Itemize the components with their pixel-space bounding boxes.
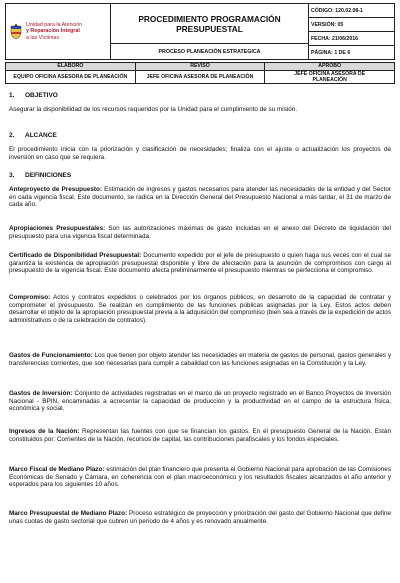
definition-term: Apropiaciones Presupuestales: xyxy=(9,225,106,232)
definition-text: Proceso estratégico de proyección y priorización del gasto del Gobierno Nacional que define unas cuotas de gasto sectorial que cubren un periodo de 4 años y es renovado anualmente. xyxy=(9,510,391,525)
definition-text: Actos y contratos expedidos o celebrados por los órganos públicos, en desarrollo de la capacidad de contratar y comprometer el presupuesto. Se realizan en cumplimiento de las funciones públicas asignadas por la Ley. Estos actos deben desarrollar el objeto de la apropiación presupuestal previa a la adquisición del compromiso (bien sea a través de la expedición de actos administrativos o de la celebración de contratos). xyxy=(9,294,391,325)
definition-gastos-inversion xyxy=(9,390,391,413)
definition-text: Los que tienen por objeto atender las necesidades en materia de gastos de personal, gastos generales y transferencias corrientes, que son necesarias para cumplir a cabalidad con las funciones asignadas en la Constitución y la Ley. xyxy=(9,352,391,367)
logo-text xyxy=(26,22,82,41)
definition-term: Marco Fiscal de Mediano Plazo: xyxy=(9,466,105,473)
definition-marco-fiscal xyxy=(9,466,391,489)
definition-marco-presupuestal xyxy=(9,510,391,525)
section-title: OBJETIVO xyxy=(25,92,58,99)
logo-text-line-1: Unidad para la Atención xyxy=(26,22,83,29)
definition-compromiso xyxy=(9,294,391,325)
approval-header-row xyxy=(6,63,394,70)
section-title: DEFINICIONES xyxy=(25,172,72,179)
definition-text: estimación del plan financiero que presenta el Gobierno Nacional para aprobación de las Comisiones Económicas de Senado y Cámara, en coherencia con el plan macroeconómico y los resultados fiscales alcanzados el año anterior y esperados para los siguientes 10 años. xyxy=(9,466,391,489)
coat-of-arms-icon xyxy=(9,24,23,40)
process-name: PROCESO PLANEACIÓN ESTRATEGICA xyxy=(158,48,261,55)
section-number: 3. xyxy=(9,172,15,179)
document-metadata xyxy=(309,4,394,59)
fecha-field: FECHA: 21/06/2016 xyxy=(309,32,394,46)
definition-term: Ingresos de la Nación: xyxy=(9,428,80,435)
approval-table xyxy=(5,62,395,84)
reviso-header: REVISO xyxy=(135,63,265,70)
pagina-field: PÁGINA: 1 DE 6 xyxy=(311,49,351,56)
title-line-1: PROCEDIMIENTO PROGRAMACIÓN xyxy=(138,13,281,24)
definition-text: Representan las fuentes con que se financian los gastos. En el presupuesto General de la Nación. Están constituidos por: Corrientes de la Nación, recursos de capital, las contribuciones parafiscales y los fondos especiales. xyxy=(9,428,391,443)
definition-text: Conjunto de actividades registradas en el marco de un proyecto registrado en el Banco Proyectos de Inversión Nacional - BPIN, encaminadas a acrecentar la capacidad de producción y la productividad en el campo de la estructura física, económica y social. xyxy=(9,390,391,413)
header-title-area xyxy=(111,4,309,59)
logo-area xyxy=(6,4,111,59)
codigo-field: CÓDIGO: 120.02.08-1 xyxy=(309,4,394,18)
objetivo-text: Asegurar la disponibilidad de los recursos requeridos por la Unidad para el cumplimiento de su misión. xyxy=(9,106,298,113)
alcance-text: El procedimiento inicia con la priorización y clasificación de necesidades; finaliza con el ajuste o actualización los proyectos de inversión en caso que se requiera. xyxy=(9,146,391,161)
logo-text-line-2: y Reparación Integral xyxy=(26,28,80,35)
definition-term: Anteproyecto de Presupuesto: xyxy=(9,186,103,193)
document-title xyxy=(111,4,308,44)
section-heading-objetivo xyxy=(9,92,58,99)
definition-term: Marco Presupuestal de Mediano Plazo: xyxy=(9,510,128,517)
definition-ingresos-nacion xyxy=(9,428,391,443)
section-heading-definiciones xyxy=(9,172,71,179)
aprobo-value xyxy=(264,71,394,83)
definition-text: Estimación de ingresos y gastos necesarios para atender las necesidades de la entidad y del Sector en cada vigencia fiscal. Este documento, se radica en la Dirección General del Presupuesto Nacional a más tardar, el 31 de marzo de cada año. xyxy=(9,186,391,209)
definition-cdp xyxy=(9,252,391,275)
definition-text: Son las autorizaciones máximas de gasto incluidas en el anexo del Decreto de liquidación del presupuesto para una vigencia fiscal determinada. xyxy=(9,225,391,240)
definition-gastos-funcionamiento xyxy=(9,352,391,367)
definition-term: Certificado de Disponibilidad Presupuestal: xyxy=(9,252,142,259)
approval-value-row xyxy=(6,70,394,83)
aprobo-value-text: JEFE OFICINA ASESORA DE PLANEACIÓN xyxy=(294,71,366,83)
title-line-2: PRESUPUESTAL xyxy=(176,23,243,34)
section-heading-alcance xyxy=(9,132,57,139)
section-number: 1. xyxy=(9,92,15,99)
document-header xyxy=(5,3,395,60)
definition-term: Gastos de Funcionamiento: xyxy=(9,352,93,359)
definition-term: Compromiso: xyxy=(9,294,51,301)
definition-text: Documento expedido por el jefe de presupuesto o quien haga sus veces con el cual se garantiza la existencia de apropiación presupuestal disponible y libre de afectación para la asunción de compromisos con cargo al presupuesto de la vigencia fiscal. Este documento afecta preliminarmente el presupuesto mientras se perfecciona el compromiso. xyxy=(9,252,391,275)
definition-apropiaciones xyxy=(9,225,391,240)
definition-term: Gastos de Inversión: xyxy=(9,390,73,397)
reviso-value: JEFE OFICINA ASESORA DE PLANEACIÓN xyxy=(135,71,265,83)
definition-anteproyecto xyxy=(9,186,391,209)
section-title: ALCANCE xyxy=(25,132,57,139)
version-field: VERSIÓN: 05 xyxy=(309,18,394,32)
elaboro-header: ELABORO xyxy=(6,63,135,70)
aprobo-header: APROBO xyxy=(264,63,394,70)
elaboro-value: EQUIPO OFICINA ASESORA DE PLANEACIÓN xyxy=(13,74,128,80)
logo-text-line-3: a las Víctimas xyxy=(26,34,59,41)
section-number: 2. xyxy=(9,132,15,139)
